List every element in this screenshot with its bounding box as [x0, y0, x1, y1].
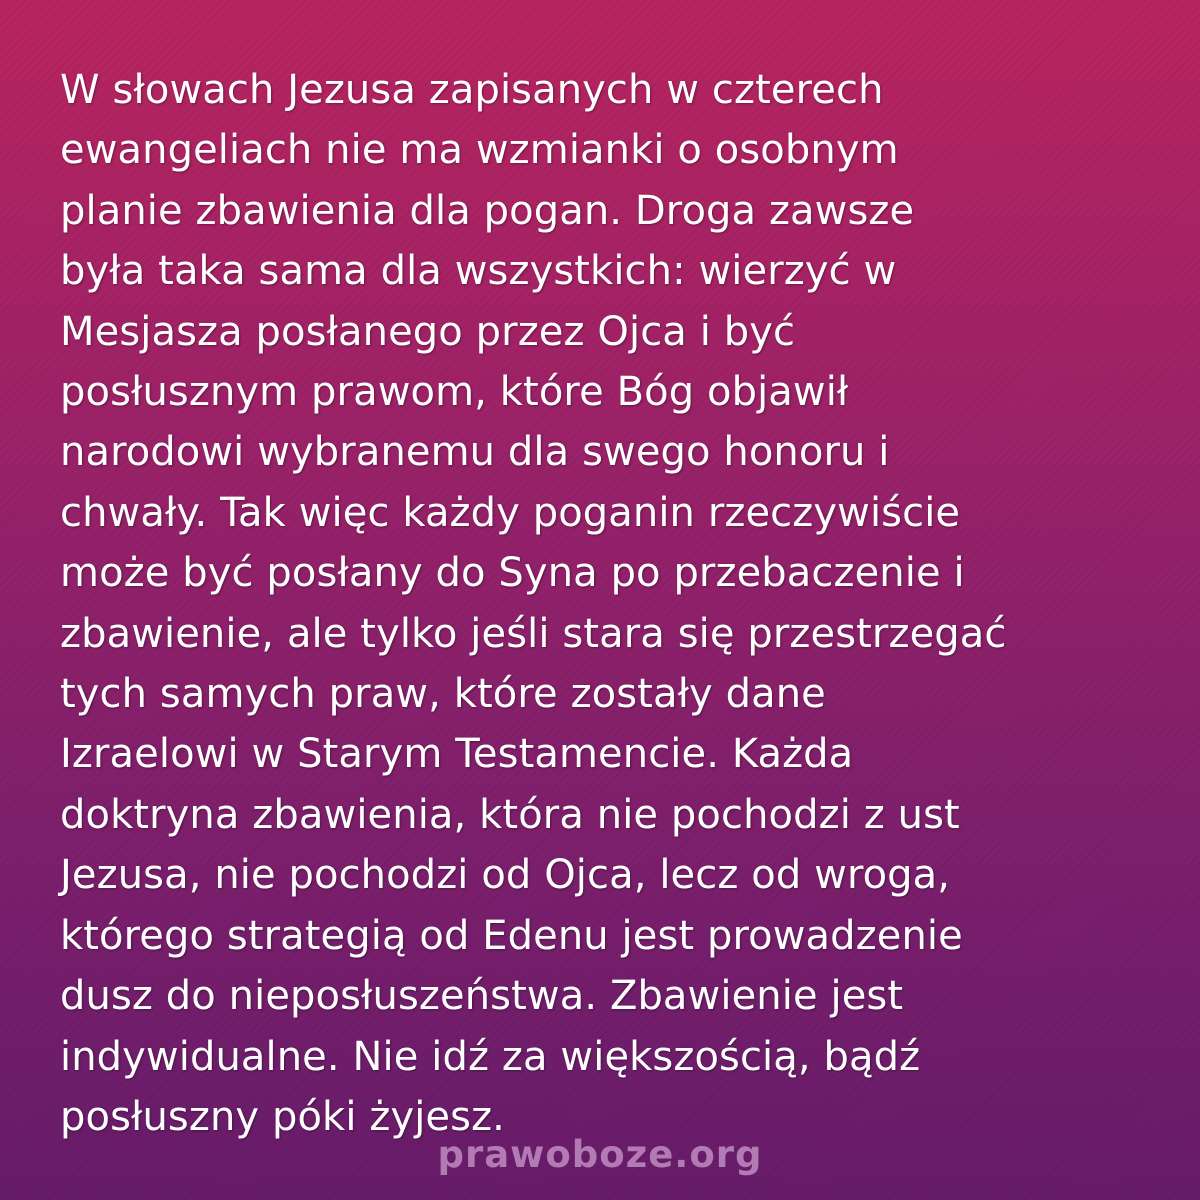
- quote-line: zbawienie, ale tylko jeśli stara się przestrzegać: [60, 610, 1007, 657]
- quote-line: indywidualne. Nie idź za większością, bądź: [60, 1033, 921, 1080]
- quote-line: chwały. Tak więc każdy poganin rzeczywiście: [60, 489, 961, 536]
- quote-line: posłuszny póki żyjesz.: [60, 1093, 505, 1140]
- site-watermark: prawoboze.org: [437, 1133, 763, 1176]
- quote-line: tych samych praw, które zostały dane: [60, 671, 826, 718]
- quote-line: może być posłany do Syna po przebaczenie i: [60, 550, 965, 597]
- quote-line: Jezusa, nie pochodzi od Ojca, lecz od wroga,: [60, 852, 951, 899]
- quote-text: [60, 60, 1150, 1147]
- quote-line: doktryna zbawienia, która nie pochodzi z ust: [60, 791, 960, 838]
- quote-line: dusz do nieposłuszeństwa. Zbawienie jest: [60, 973, 904, 1020]
- quote-line: posłusznym prawom, które Bóg objawił: [60, 369, 849, 416]
- quote-line: Mesjasza posłanego przez Ojca i być: [60, 308, 796, 355]
- quote-line: ewangeliach nie ma wzmianki o osobnym: [60, 127, 899, 174]
- quote-line: planie zbawienia dla pogan. Droga zawsze: [60, 187, 915, 234]
- quote-line: była taka sama dla wszystkich: wierzyć w: [60, 248, 897, 295]
- quote-line: którego strategią od Edenu jest prowadzenie: [60, 912, 963, 959]
- quote-line: narodowi wybranemu dla swego honoru i: [60, 429, 890, 476]
- quote-line: W słowach Jezusa zapisanych w czterech: [60, 67, 884, 113]
- quote-line: Izraelowi w Starym Testamencie. Każda: [60, 731, 854, 778]
